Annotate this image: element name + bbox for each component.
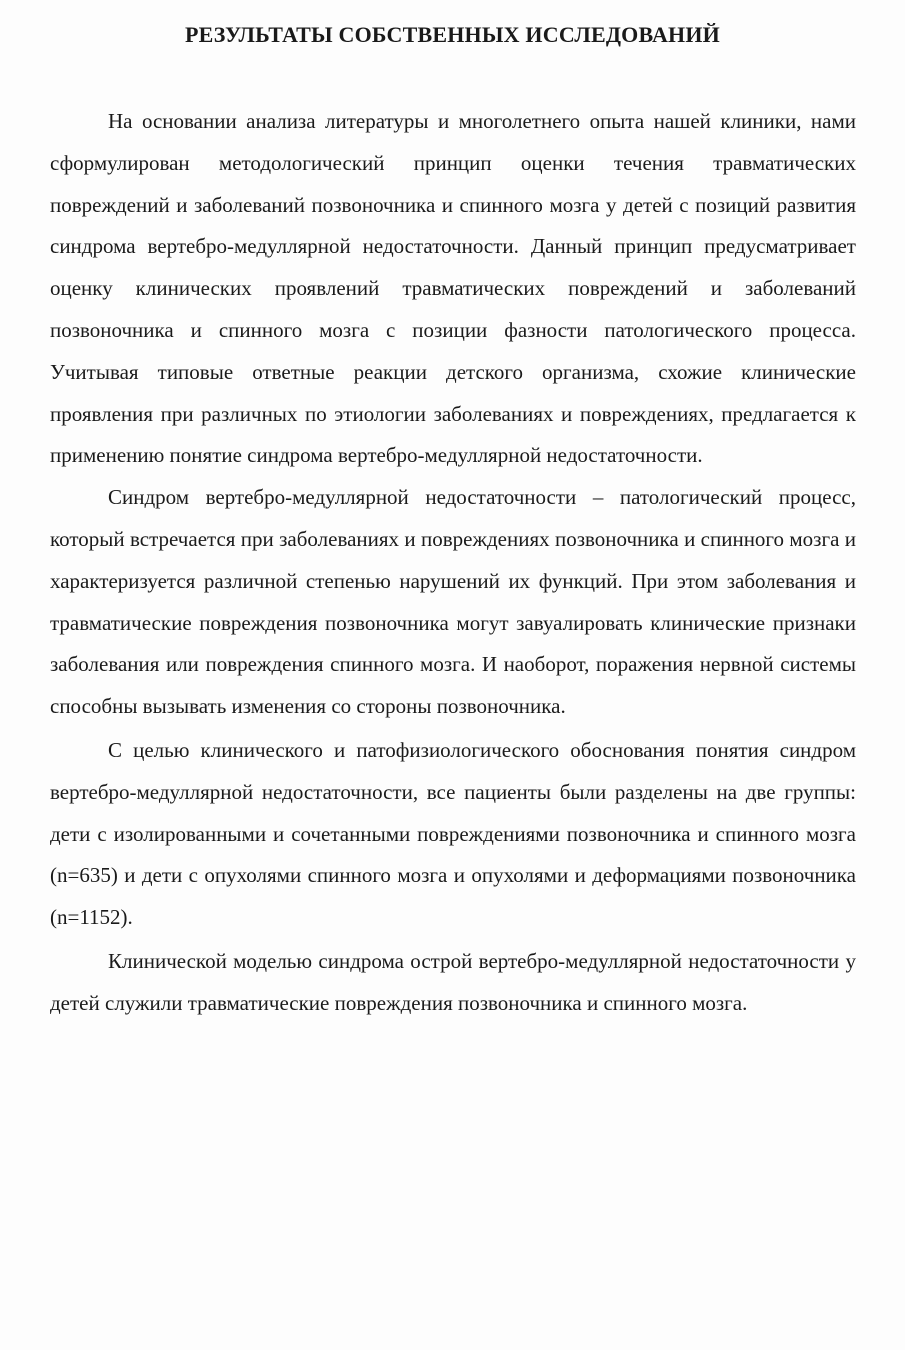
- section-heading: РЕЗУЛЬТАТЫ СОБСТВЕННЫХ ИССЛЕДОВАНИЙ: [185, 22, 720, 47]
- paragraph-4: Клинической моделью синдрома острой вертебро-медуллярной недостаточности у детей служили травматические повреждения позвоночника и спинного мозга.: [50, 948, 856, 1015]
- paragraph-1: На основании анализа литературы и многолетнего опыта нашей клиники, нами сформулирован методологический принцип оценки течения травматических повреждений и заболеваний позвоночника и спинного мозга у детей с позиций развития синдрома вертебро-медуллярной недостаточности. Данный принцип предусматривает оценку клинических проявлений травматических повреждений и заболеваний позвоночника и спинного мозга с позиции фазности патологического процесса. Учитывая типовые ответные реакции детского организма, схожие клинические проявления при различных по этиологии заболеваниях и повреждениях, предлагается к применению понятие синдрома вертебро-медуллярной недостаточности.: [50, 109, 856, 468]
- body-text: [50, 101, 856, 1025]
- paragraph-3: С целью клинического и патофизиологического обоснования понятия синдром вертебро-медуллярной недостаточности, все пациенты были разделены на две группы: дети с изолированными и сочетанными повреждениями позвоночника и спинного мозга (n=635) и дети с опухолями спинного мозга и опухолями и деформациями позвоночника (n=1152).: [50, 737, 856, 930]
- paragraph-2: Синдром вертебро-медуллярной недостаточности – патологический процесс, который встречается при заболеваниях и повреждениях позвоночника и спинного мозга и характеризуется различной степенью нарушений их функций. При этом заболевания и травматические повреждения позвоночника могут завуалировать клинические признаки заболевания или повреждения спинного мозга. И наоборот, поражения нервной системы способны вызывать изменения со стороны позвоночника.: [50, 485, 856, 719]
